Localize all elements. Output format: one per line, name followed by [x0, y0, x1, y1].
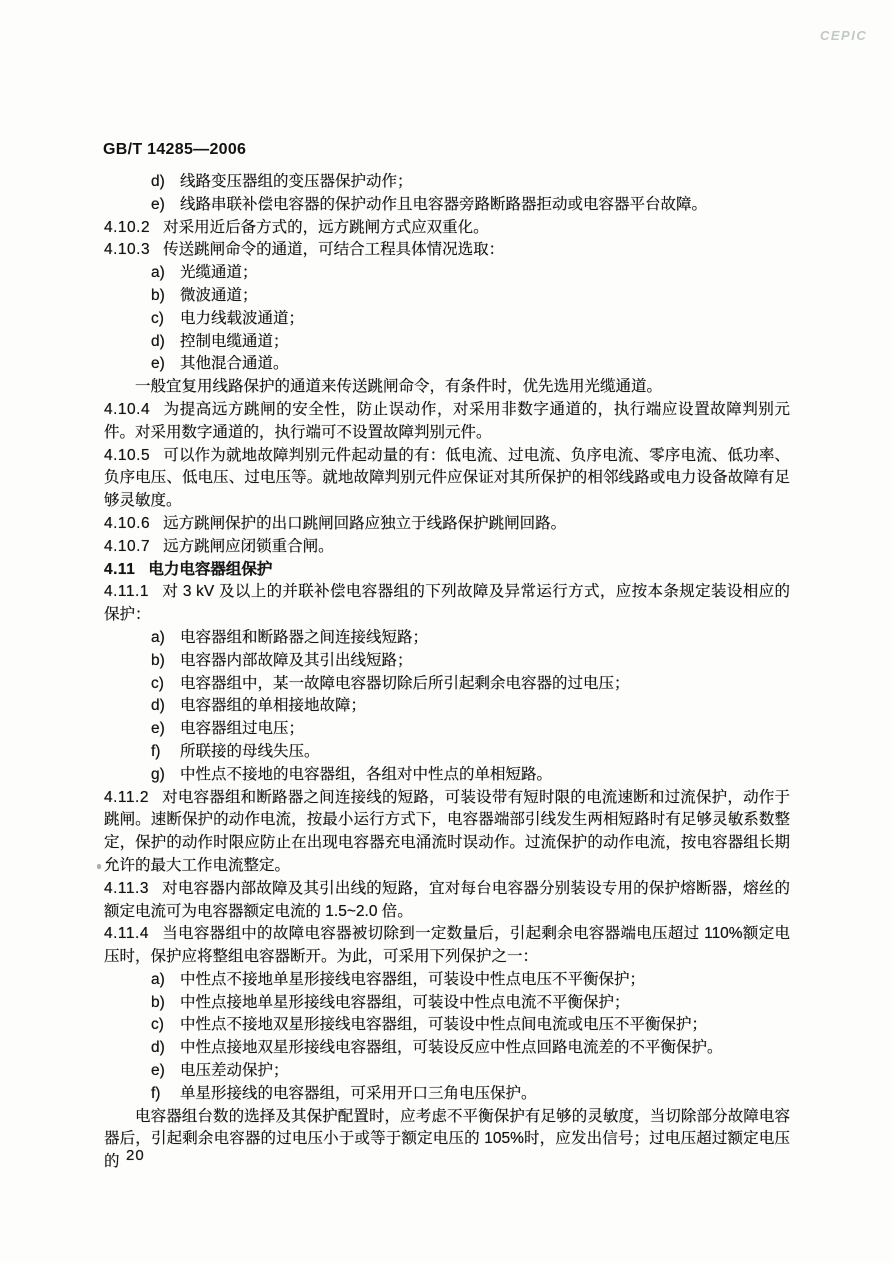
list-item	[104, 673, 790, 696]
clause-text: 电力电容器组保护	[148, 560, 273, 578]
list-item-label: b)	[151, 993, 165, 1011]
cepic-logo: CEPIC	[820, 28, 868, 43]
list-item-label: f)	[151, 1084, 161, 1102]
paragraph	[104, 1106, 790, 1174]
clause-text: 电容器内部故障及其引出线短路；	[180, 651, 413, 669]
list-item	[104, 262, 790, 285]
list-item-label: a)	[151, 264, 165, 282]
clause-number: 4.10.7	[104, 537, 151, 555]
list-item-label: f)	[151, 742, 161, 760]
clause-number: 4.10.3	[104, 241, 151, 259]
list-item-label: e)	[151, 195, 165, 213]
clause-text: 远方跳闸保护的出口跳闸回路应独立于线路保护跳闸回路。	[163, 514, 567, 532]
section-paragraph	[104, 239, 790, 262]
list-item	[104, 331, 790, 354]
clause-text: 中性点接地单星形接线电容器组，可装设中性点电流不平衡保护；	[180, 993, 630, 1011]
list-item	[104, 1014, 790, 1037]
list-item-label: g)	[151, 765, 165, 783]
clause-text: 当电容器组中的故障电容器被切除到一定数量后，引起剩余电容器端电压超过 110%额定电压时，保护应将整组电容器断开。为此，可采用下列保护之一：	[104, 925, 790, 966]
list-item-label: b)	[151, 651, 165, 669]
clause-text: 电容器组和断路器之间连接线短路；	[180, 628, 429, 646]
clause-text: 控制电缆通道；	[180, 332, 289, 350]
list-item-label: d)	[151, 697, 165, 715]
clause-number: 4.11.1	[104, 583, 149, 601]
list-item	[104, 718, 790, 741]
section-heading	[104, 559, 790, 582]
clause-text: 中性点接地双星形接线电容器组，可装设反应中性点回路电流差的不平衡保护。	[180, 1039, 723, 1057]
section-paragraph	[104, 445, 790, 513]
list-item	[104, 308, 790, 331]
list-item	[104, 194, 790, 217]
section-paragraph	[104, 536, 790, 559]
section-paragraph	[104, 513, 790, 536]
clause-number: 4.11.2	[104, 788, 149, 806]
standard-number-header: GB/T 14285—2006	[103, 141, 247, 158]
clause-number: 4.11	[104, 560, 136, 578]
list-item-label: e)	[151, 355, 165, 373]
clause-text: 对 3 kV 及以上的并联补偿电容器组的下列故障及异常运行方式，应按本条规定装设相应的保护：	[104, 583, 790, 624]
list-item	[104, 695, 790, 718]
clause-text: 电容器组中，某一故障电容器切除后所引起剩余电容器的过电压；	[180, 674, 630, 692]
list-item-label: c)	[151, 674, 164, 692]
clause-text: 中性点不接地的电容器组，各组对中性点的单相短路。	[180, 765, 553, 783]
list-item-label: e)	[151, 720, 165, 738]
list-item-label: d)	[151, 332, 165, 350]
clause-text: 电力线载波通道；	[180, 309, 305, 327]
clause-number: 4.11.3	[104, 879, 149, 897]
clause-text: 中性点不接地双星形接线电容器组，可装设中性点间电流或电压不平衡保护；	[180, 1016, 708, 1034]
clause-number: 4.10.2	[104, 218, 151, 236]
list-item	[104, 285, 790, 308]
list-item	[104, 764, 790, 787]
list-item-label: a)	[151, 628, 165, 646]
list-item	[104, 992, 790, 1015]
section-paragraph	[104, 581, 790, 627]
clause-text: 一般宜复用线路保护的通道来传送跳闸命令，有条件时，优先选用光缆通道。	[135, 378, 663, 396]
page-number: 20	[126, 1147, 145, 1164]
clause-text: 电压差动保护；	[180, 1062, 289, 1080]
section-paragraph	[104, 399, 790, 445]
clause-text: 电容器组台数的选择及其保护配置时，应考虑不平衡保护有足够的灵敏度，当切除部分故障电容器后，引起剩余电容器的过电压小于或等于额定电压的 105%时，应发出信号；过电压超过额定电压的	[104, 1107, 790, 1171]
clause-text: 对电容器内部故障及其引出线的短路，宜对每台电容器分别装设专用的保护熔断器，熔丝的额定电流可为电容器额定电流的 1.5~2.0 倍。	[104, 879, 790, 920]
paragraph	[104, 376, 790, 399]
clause-number: 4.10.4	[104, 400, 151, 418]
clause-text: 远方跳闸应闭锁重合闸。	[163, 537, 334, 555]
list-item-label: e)	[151, 1062, 165, 1080]
list-item	[104, 969, 790, 992]
list-item	[104, 741, 790, 764]
list-item	[104, 627, 790, 650]
clause-text: 线路变压器组的变压器保护动作；	[180, 173, 413, 190]
clause-text: 微波通道；	[180, 286, 258, 304]
clause-text: 可以作为就地故障判别元件起动量的有：低电流、过电流、负序电流、零序电流、低功率、负序电压、低电压、过电压等。就地故障判别元件应保证对其所保护的相邻线路或电力设备故障有足够灵敏度。	[104, 446, 790, 510]
clause-text: 对采用近后备方式的，远方跳闸方式应双重化。	[163, 218, 489, 236]
document-body	[104, 171, 790, 1174]
list-item	[104, 171, 790, 194]
list-item	[104, 650, 790, 673]
clause-text: 所联接的母线失压。	[180, 742, 320, 760]
clause-number: 4.11.4	[104, 925, 149, 943]
clause-text: 电容器组的单相接地故障；	[180, 697, 367, 715]
clause-text: 对电容器组和断路器之间连接线的短路，可装设带有短时限的电流速断和过流保护，动作于跳闸。速断保护的动作电流，按最小运行方式下，电容器端部引线发生两相短路时有足够灵敏系数整定，保护的动作时限应防止在出现电容器充电涌流时误动作。过流保护的动作电流，按电容器组长期允许的最大工作电流整定。	[104, 788, 790, 874]
scan-speck	[97, 864, 101, 869]
clause-text: 电容器组过电压；	[180, 720, 305, 738]
list-item-label: b)	[151, 286, 165, 304]
clause-text: 为提高远方跳闸的安全性，防止误动作，对采用非数字通道的，执行端应设置故障判别元件。对采用数字通道的，执行端可不设置故障判别元件。	[104, 400, 790, 441]
clause-text: 其他混合通道。	[180, 355, 289, 373]
list-item-label: c)	[151, 1016, 164, 1034]
clause-number: 4.10.6	[104, 514, 151, 532]
section-paragraph	[104, 878, 790, 924]
clause-text: 光缆通道；	[180, 264, 258, 282]
clause-text: 传送跳闸命令的通道，可结合工程具体情况选取：	[163, 241, 505, 259]
list-item	[104, 1083, 790, 1106]
clause-text: 线路串联补偿电容器的保护动作且电容器旁路断路器拒动或电容器平台故障。	[180, 195, 708, 213]
section-paragraph	[104, 787, 790, 878]
list-item-label: a)	[151, 970, 165, 988]
clause-number: 4.10.5	[104, 446, 151, 464]
section-paragraph	[104, 217, 790, 240]
list-item	[104, 1037, 790, 1060]
list-item-label: d)	[151, 173, 165, 190]
clause-text: 中性点不接地单星形接线电容器组，可装设中性点电压不平衡保护；	[180, 970, 646, 988]
list-item-label: d)	[151, 1039, 165, 1057]
list-item-label: c)	[151, 309, 164, 327]
list-item	[104, 1060, 790, 1083]
section-paragraph	[104, 923, 790, 969]
clause-text: 单星形接线的电容器组，可采用开口三角电压保护。	[180, 1084, 537, 1102]
list-item	[104, 353, 790, 376]
